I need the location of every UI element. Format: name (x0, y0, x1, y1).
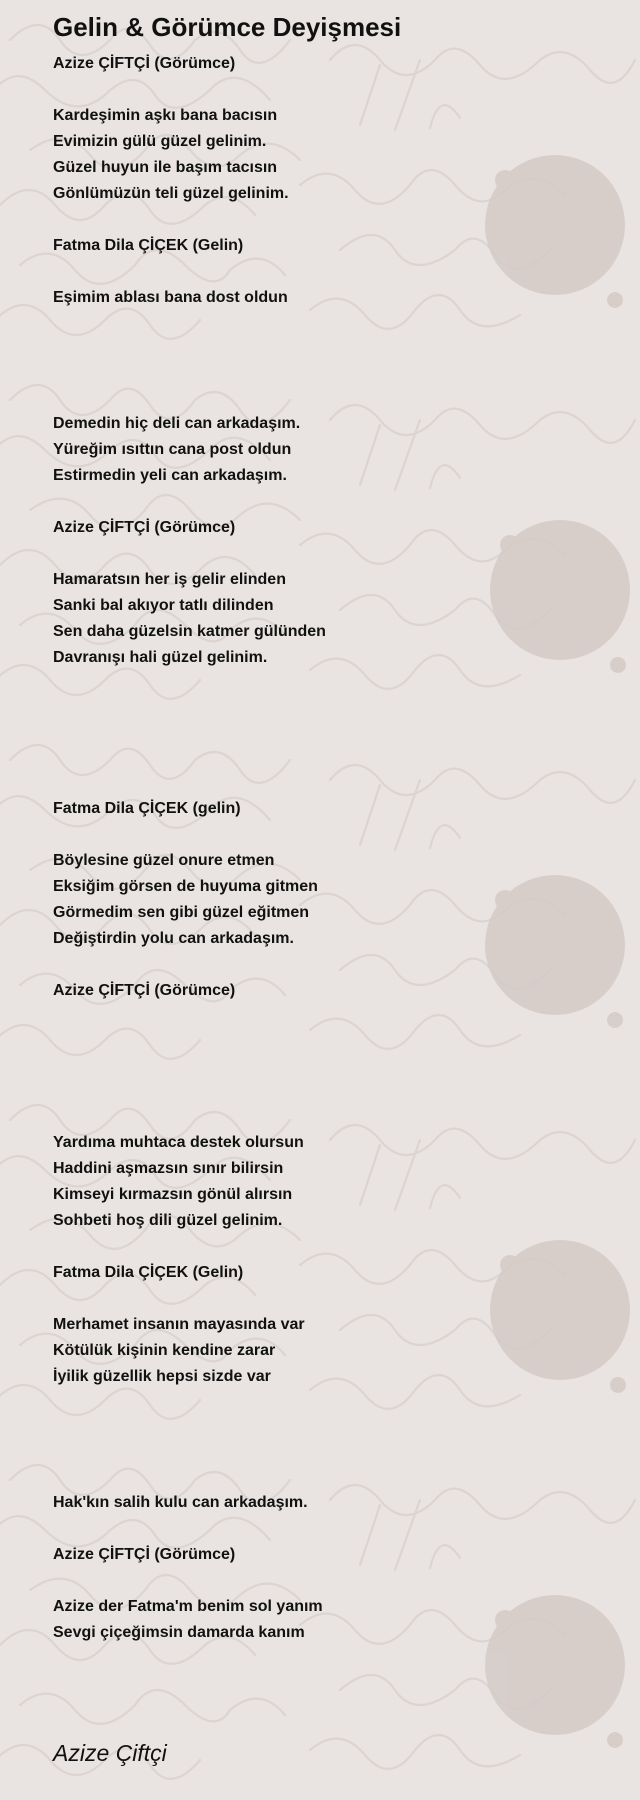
poem-line: Yardıma muhtaca destek olursun (53, 1134, 304, 1151)
poem-line: Kimseyi kırmazsın gönül alırsın (53, 1186, 293, 1203)
poem-line: Azize ÇİFTÇİ (Görümce) (53, 982, 236, 999)
poem-line: Azize der Fatma'm benim sol yanım (53, 1598, 323, 1615)
poem-line: Böylesine güzel onure etmen (53, 852, 275, 869)
poem-line: Sevgi çiçeğimsin damarda kanım (53, 1624, 305, 1641)
poem-line: Demedin hiç deli can arkadaşım. (53, 415, 301, 432)
poem-line: Merhamet insanın mayasında var (53, 1316, 305, 1333)
poem-line: Azize ÇİFTÇİ (Görümce) (53, 55, 236, 72)
poem-line: Eksiğim görsen de huyuma gitmen (53, 878, 318, 895)
poem-line: Azize ÇİFTÇİ (Görümce) (53, 1546, 236, 1563)
poem-line: Evimizin gülü güzel gelinim. (53, 133, 267, 150)
poem-title: Gelin & Görümce Deyişmesi (53, 12, 402, 42)
poem-line: Fatma Dila ÇİÇEK (Gelin) (53, 1264, 244, 1281)
poem-line: Hamaratsın her iş gelir elinden (53, 571, 286, 588)
poem-line: Haddini aşmazsın sınır bilirsin (53, 1160, 284, 1177)
poem-line: İyilik güzellik hepsi sizde var (53, 1368, 271, 1385)
poem-line: Kötülük kişinin kendine zarar (53, 1342, 276, 1359)
poem-line: Değiştirdin yolu can arkadaşım. (53, 930, 294, 947)
poem-line: Gönlümüzün teli güzel gelinim. (53, 185, 289, 202)
poem-line: Sen daha güzelsin katmer gülünden (53, 623, 326, 640)
poem-line: Sohbeti hoş dili güzel gelinim. (53, 1212, 283, 1229)
poem-line: Kardeşimin aşkı bana bacısın (53, 107, 278, 124)
poem-line: Görmedim sen gibi güzel eğitmen (53, 904, 310, 921)
poem-line: Fatma Dila ÇİÇEK (Gelin) (53, 237, 244, 254)
poem-line: Fatma Dila ÇİÇEK (gelin) (53, 800, 241, 817)
poem-line: Davranışı hali güzel gelinim. (53, 649, 268, 666)
poem-line: Estirmedin yeli can arkadaşım. (53, 467, 287, 484)
poem-line: Hak'kın salih kulu can arkadaşım. (53, 1494, 308, 1511)
poem-line: Azize ÇİFTÇİ (Görümce) (53, 519, 236, 536)
poem-line: Güzel huyun ile başım tacısın (53, 159, 278, 176)
poem-line: Sanki bal akıyor tatlı dilinden (53, 597, 274, 614)
poem-line: Yüreğim ısıttın cana post oldun (53, 441, 292, 458)
author-signature: Azize Çiftçi (53, 1740, 167, 1766)
poem-line: Eşimim ablası bana dost oldun (53, 289, 288, 306)
